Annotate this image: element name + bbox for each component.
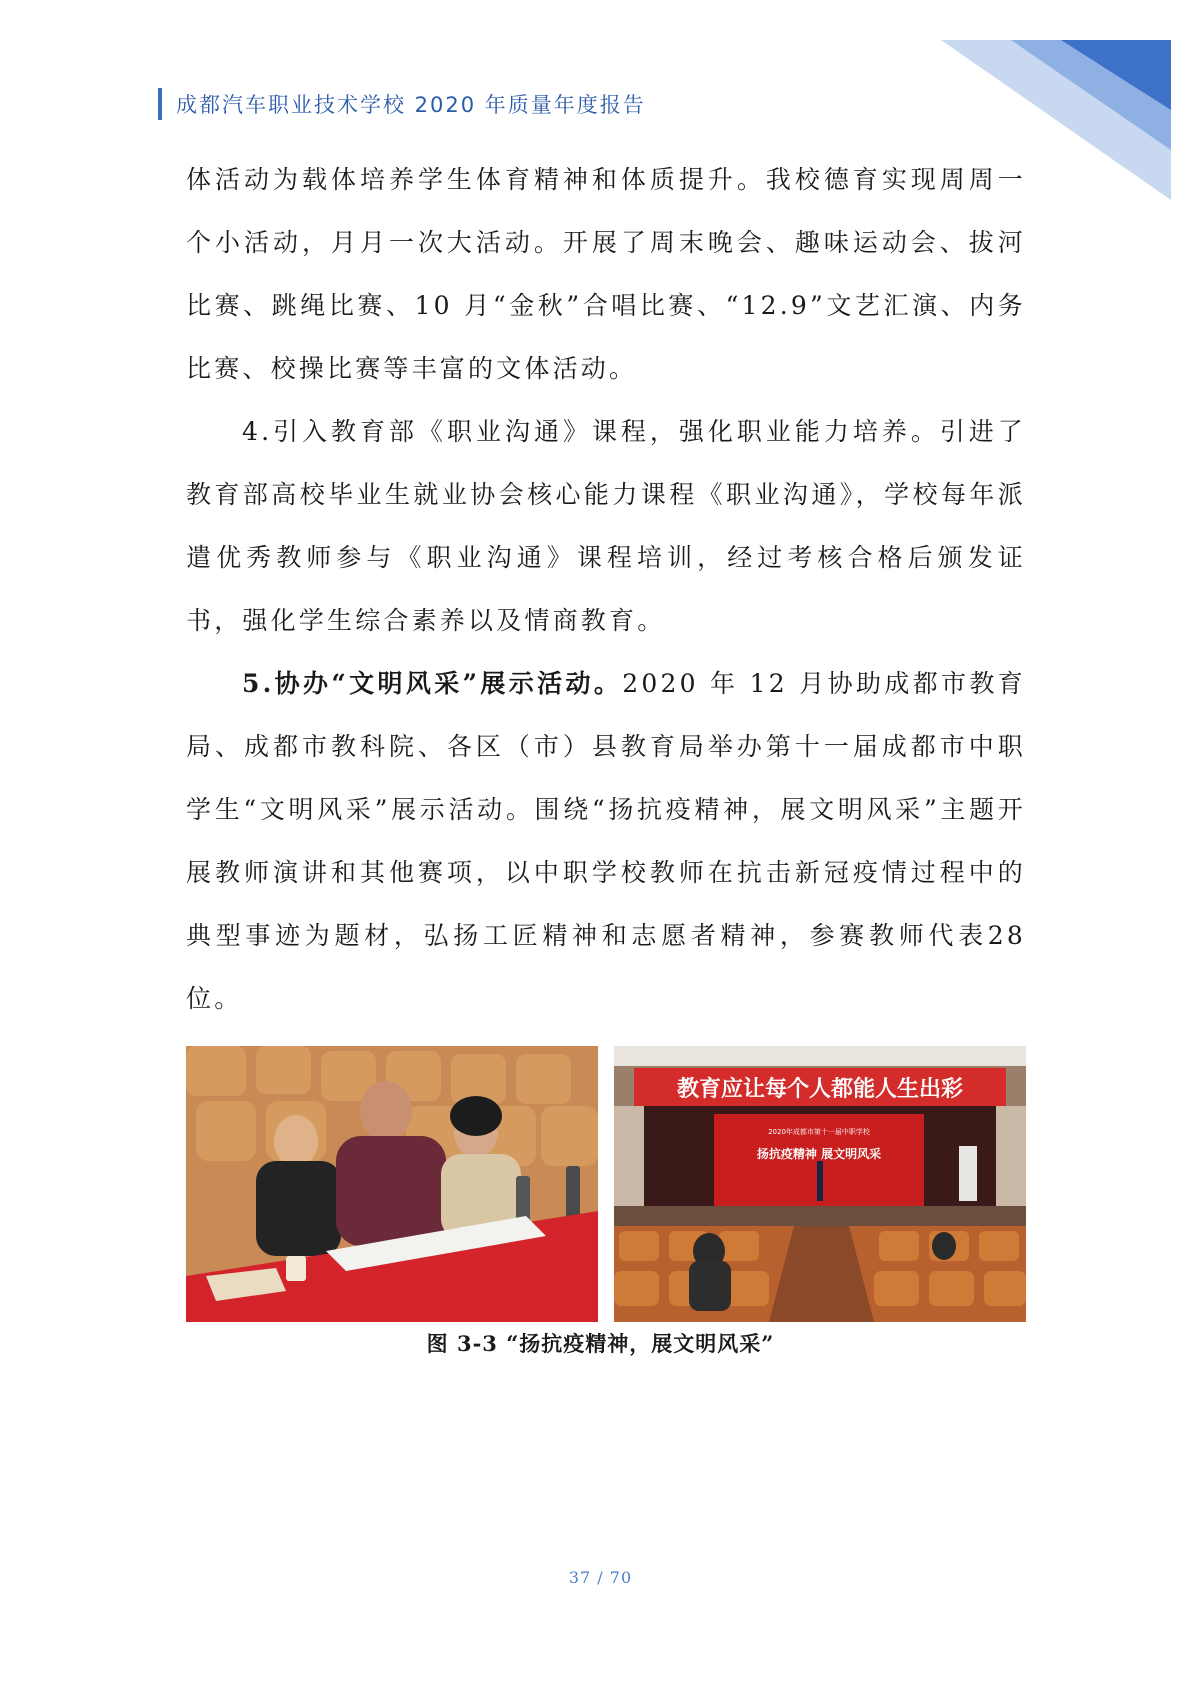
photo-row (186, 1046, 1026, 1322)
screen-line-2: 扬抗疫精神 展文明风采 (756, 1147, 882, 1161)
paragraph-body: 2020 年 12 月协助成都市教育局、成都市教科院、各区（市）县教育局举办第十一届成都市中职学生“文明风采”展示活动。围绕“扬抗疫精神，展文明风采”主题开展教师演讲和其他赛项，以中职学校教师在抗击新冠疫情过程中的典型事迹为题材，弘扬工匠精神和志愿者精神，参赛教师代表28 位。 (186, 669, 1026, 1013)
paragraph: 4.引入教育部《职业沟通》课程，强化职业能力培养。引进了教育部高校毕业生就业协会核心能力课程《职业沟通》，学校每年派遣优秀教师参与《职业沟通》课程培训，经过考核合格后颁发证书，强化学生综合素养以及情商教育。 (186, 417, 1026, 635)
paragraph (186, 652, 1026, 1030)
body-text (186, 148, 1026, 1030)
paragraph: 体活动为载体培养学生体育精神和体质提升。我校德育实现周周一个小活动，月月一次大活动。开展了周末晚会、趣味运动会、拔河比赛、跳绳比赛、10 月“金秋”合唱比赛、“12.9”文艺汇演、内务比赛、校操比赛等丰富的文体活动。 (186, 165, 1026, 383)
header-title: 成都汽车职业技术学校 2020 年质量年度报告 (176, 93, 646, 117)
page-number: 37 / 70 (568, 1568, 633, 1587)
auditorium-photo (614, 1046, 1026, 1322)
banner-text: 教育应让每个人都能人生出彩 (676, 1077, 964, 1102)
figure-caption: 图 3-3 “扬抗疫精神，展文明风采” (426, 1331, 775, 1356)
page-header (158, 88, 646, 120)
screen-line-1: 2020年成都市第十一届中职学校 (768, 1128, 870, 1136)
judges-photo (186, 1046, 598, 1322)
header-accent-bar (158, 88, 162, 120)
paragraph-heading: 5.协办“文明风采”展示活动。 (242, 669, 623, 698)
